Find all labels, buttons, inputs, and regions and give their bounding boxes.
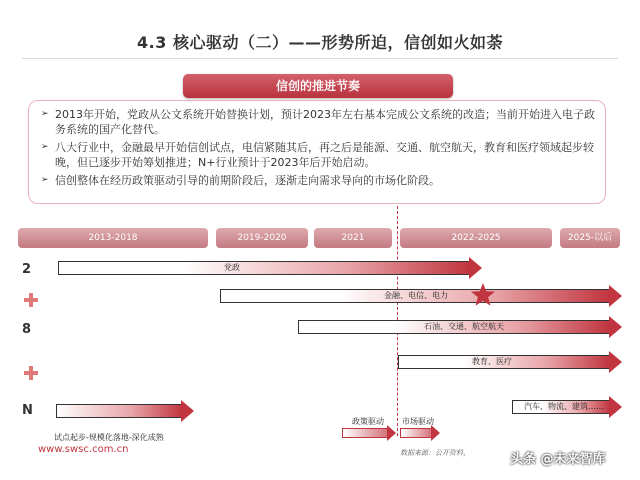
period-2013-2018: 2013-2018 (18, 228, 208, 248)
arrow-dangzheng (58, 261, 482, 275)
row-label-n: N (22, 403, 33, 418)
row-label-2: 2 (22, 262, 32, 277)
policy-drive-arrow (342, 428, 396, 438)
arrow-edu (398, 355, 622, 369)
arrow-label-finance: 金融、电信、电力 (384, 291, 448, 300)
bullet-item (41, 107, 595, 137)
arrow-bullet-icon: ➢ (41, 109, 49, 119)
title-divider (22, 58, 618, 59)
policy-drive-label: 政策驱动 (352, 417, 384, 426)
bullet-item (41, 140, 595, 170)
arrow-bullet-icon: ➢ (41, 142, 49, 152)
star-icon (470, 282, 496, 308)
market-drive-arrow (400, 428, 440, 438)
period-2025-later: 2025-以后 (560, 228, 620, 248)
section-header: 信创的推进节奏 (183, 74, 453, 98)
period-2019-2020: 2019-2020 (216, 228, 308, 248)
arrow-energy (298, 320, 622, 334)
arrow-bullet-icon: ➢ (41, 175, 49, 185)
market-drive-label: 市场驱动 (402, 417, 434, 426)
plus-icon (24, 293, 38, 307)
bullet-text: 八大行业中，金融最早开始信创试点，电信紧随其后，再之后是能源、交通、航空航天，教育和医疗领域起步较晚，但已逐步开始筹划推进；N+行业预计于2023年后开始启动。 (55, 141, 594, 169)
arrow-nplus (512, 400, 622, 414)
evolution-label: 试点起步-规模化落地-深化成熟 (54, 433, 164, 442)
plus-icon (24, 366, 38, 380)
bullet-text: 2013年开始，党政从公文系统开始替换计划，预计2023年左右基本完成公文系统的改造；当前开始进入电子政务系统的国产化替代。 (55, 108, 595, 136)
bullet-text: 信创整体在经历政策驱动引导的前期阶段后，逐渐走向需求导向的市场化阶段。 (55, 174, 440, 187)
arrow-label-edu: 教育、医疗 (472, 357, 512, 366)
arrow-label-energy: 石油、交通、航空航天 (424, 322, 504, 331)
bullet-list (28, 100, 606, 204)
arrow-label-dangzheng: 党政 (224, 263, 240, 272)
footer-url: www.swsc.com.cn (38, 444, 129, 455)
page-title: 4.3 核心驱动（二）——形势所迫，信创如火如荼 (137, 33, 503, 52)
evolution-arrow (56, 404, 194, 418)
arrow-label-nplus: 汽车、物流、建筑…… (524, 402, 604, 411)
bullet-item (41, 173, 595, 188)
arrow-finance (220, 289, 622, 303)
period-2022-2025: 2022-2025 (400, 228, 552, 248)
row-label-8: 8 (22, 322, 32, 337)
footer-source: 数据来源：公开资料， (400, 449, 470, 457)
period-2021: 2021 (314, 228, 392, 248)
watermark: 头条 @未来智库 (510, 452, 606, 467)
